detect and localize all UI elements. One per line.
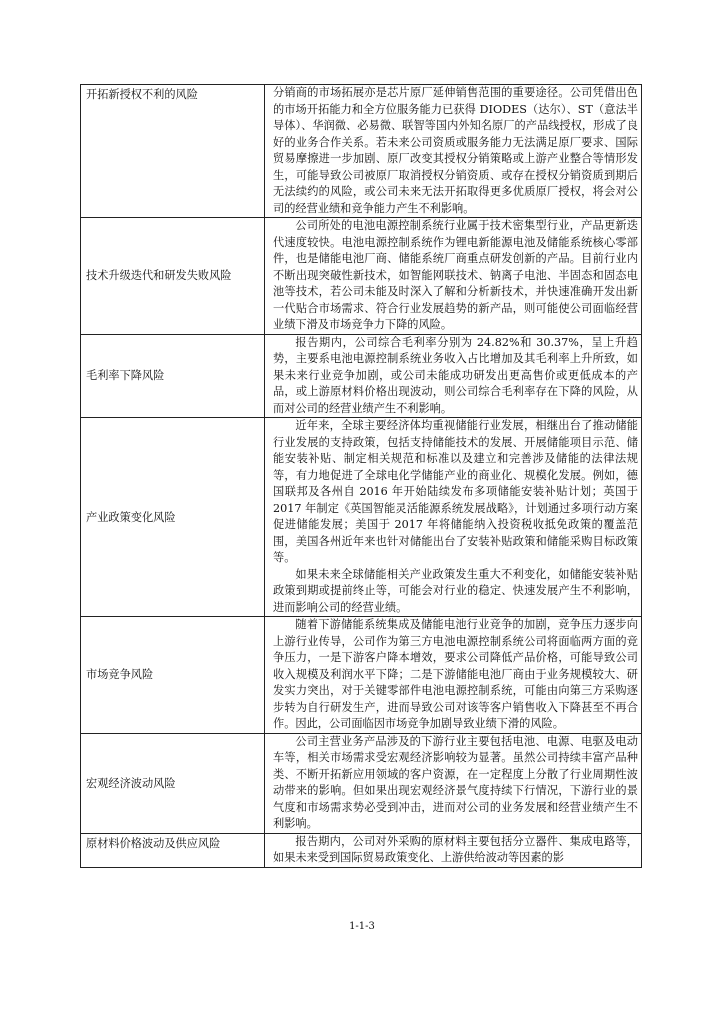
risk-name: 技术升级迭代和研发失败风险 (86, 269, 232, 283)
risk-table (80, 84, 642, 868)
risk-paragraph: 报告期内，公司综合毛利率分别为 24.82%和 30.37%，呈上升趋势，主要系电池电源控制系统业务收入占比增加及其毛利率上升所致，如果未来行业竞争加剧，或公司未能成功研发出更高售价或更低成本的产品，或上游原材料价格出现波动，则公司综合毛利率存在下降的风险，从而对公司的经营业绩产生不利影响。 (273, 335, 638, 415)
risk-description-cell (265, 218, 642, 335)
risk-paragraph: 分销商的市场拓展亦是芯片原厂延伸销售范围的重要途径。公司凭借出色的市场开拓能力和全方位服务能力已获得 DIODES（达尔）、ST（意法半导体）、华润微、必易微、联智等国内外知名原厂的产品线授权，形成了良好的业务合作关系。若未来公司资质或服务能力无法满足原厂要求、国际贸易摩擦进一步加剧、原厂改变其授权分销策略或上游产业整合等情形发生，可能导致公司被原厂取消授权分销资质、或存在授权分销资质到期后无法续约的风险，或公司未来无法开拓取得更多优质原厂授权，将会对公司的经营业绩和竞争能力产生不利影响。 (273, 86, 638, 215)
risk-row (81, 334, 642, 418)
risk-row (81, 617, 642, 734)
risk-name-cell (81, 833, 265, 867)
risk-description-cell (265, 334, 642, 418)
risk-description-cell (265, 833, 642, 867)
risk-description-cell (265, 733, 642, 833)
risk-name: 原材料价格波动及供应风险 (86, 836, 221, 850)
risk-paragraph: 随着下游储能系统集成及储能电池行业竞争的加剧，竞争压力逐步向上游行业传导，公司作为第三方电池电源控制系统公司将面临两方面的竞争压力，一是下游客户降本增效，要求公司降低产品价格，可能导致公司收入规模及利润水平下降；二是下游储能电池厂商由于业务规模较大、研发实力突出，对于关键零部件电池电源控制系统，可能由向第三方采购逐步转为自行研发生产，进而导致公司对该等客户销售收入下降甚至不再合作。因此，公司面临因市场竞争加剧导致业绩下滑的风险。 (273, 618, 638, 730)
risk-description-cell (265, 617, 642, 734)
risk-name-cell (81, 418, 265, 617)
risk-description-cell (265, 85, 642, 218)
risk-name: 开拓新授权不利的风险 (86, 88, 198, 101)
risk-paragraph: 近年来，全球主要经济体均重视储能行业发展，相继出台了推动储能行业发展的支持政策，包括支持储能技术的发展、开展储能项目示范、储能安装补贴、制定相关规范和标准以及建立和完善涉及储能的法律法规等，有力地促进了全球电化学储能产业的商业化、规模化发展。例如，德国联邦及各州自 2016 年开始陆续发布多项储能安装补贴计划；英国于 2017 年制定《英国智能灵活能源系统发展战略》，计划通过多项行动方案促进储能发展；美国于 2017 年将储能纳入投资税收抵免政策的覆盖范围，美国各州近年来也针对储能出台了安装补贴政策和储能采购目标政策等。 (273, 419, 638, 564)
risk-paragraph: 报告期内，公司对外采购的原材料主要包括分立器件、集成电路等，如果未来受到国际贸易政策变化、上游供给波动等因素的影 (273, 834, 638, 864)
risk-row (81, 418, 642, 617)
risk-name-cell (81, 218, 265, 335)
risk-paragraph: 公司主营业务产品涉及的下游行业主要包括电池、电源、电驱及电动车等，相关市场需求受宏观经济影响较为显著。虽然公司持续丰富产品种类、不断开拓新应用领域的客户资源，在一定程度上分散了行业周期性波动带来的影响。但如果出现宏观经济景气度持续下行情况，下游行业的景气度和市场需求势必受到冲击，进而对公司的业务发展和经营业绩产生不利影响。 (273, 734, 638, 830)
risk-name-cell (81, 334, 265, 418)
page-number: 1-1-3 (349, 921, 375, 932)
risk-name-cell (81, 85, 265, 218)
risk-row (81, 85, 642, 218)
risk-name: 宏观经济波动风险 (86, 776, 176, 790)
risk-paragraph: 公司所处的电池电源控制系统行业属于技术密集型行业，产品更新迭代速度较快。电池电源控制系统作为锂电新能源电池及储能系统核心零部件，也是储能电池厂商、储能系统厂商重点研发创新的产品。目前行业内不断出现突破性新技术，如智能网联技术、钠离子电池、半固态和固态电池等技术，若公司未能及时深入了解和分析新技术，并快速准确开发出新一代贴合市场需求、符合行业发展趋势的新产品，则可能使公司面临经营业绩下滑及市场竞争力下降的风险。 (273, 219, 638, 331)
risk-row (81, 733, 642, 833)
risk-row (81, 833, 642, 867)
risk-name: 市场竞争风险 (86, 668, 154, 682)
risk-name-cell (81, 617, 265, 734)
risk-row (81, 218, 642, 335)
risk-paragraph: 如果未来全球储能相关产业政策发生重大不利变化，如储能安装补贴政策到期或提前终止等，可能会对行业的稳定、快速发展产生不利影响，进而影响公司的经营业绩。 (273, 567, 638, 614)
risk-description-cell (265, 418, 642, 617)
risk-name: 毛利率下降风险 (86, 369, 165, 383)
risk-name-cell (81, 733, 265, 833)
risk-name: 产业政策变化风险 (86, 510, 176, 524)
